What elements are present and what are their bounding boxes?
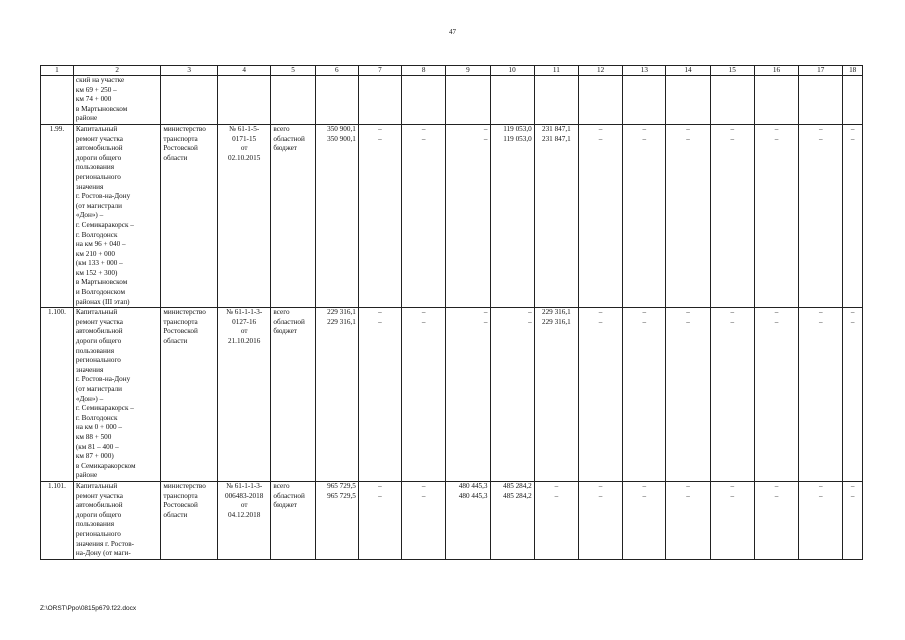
col-header: 3 xyxy=(161,66,218,76)
doc-line: 21.10.2016 xyxy=(227,337,261,346)
amount-value: – xyxy=(774,491,779,500)
continued-row xyxy=(41,76,863,125)
amount-c6 xyxy=(315,124,358,307)
amount-value: – xyxy=(378,317,382,326)
amount-value: – xyxy=(850,134,855,143)
name-line: «Дон») – xyxy=(75,394,104,403)
table-row xyxy=(41,124,863,307)
name-line: районах (III этап) xyxy=(75,297,130,306)
amount-c8 xyxy=(402,481,446,559)
amount-c6 xyxy=(315,481,358,559)
name-line: км 87 + 000) xyxy=(75,452,114,461)
amount-value: – xyxy=(642,134,647,143)
name-line: г. Семикаракорск – xyxy=(75,404,134,413)
doc-line: 006483-2018 xyxy=(224,491,264,500)
name-line: км 69 + 250 – xyxy=(75,85,117,94)
amount-c15 xyxy=(710,124,754,307)
col-header: 15 xyxy=(710,66,754,76)
name-line: автомобильной xyxy=(75,144,123,153)
col-header: 18 xyxy=(843,66,863,76)
amount-c10 xyxy=(490,124,534,307)
amount-value: 231 847,1 xyxy=(541,134,571,143)
amount-value: – xyxy=(528,308,532,317)
name-line: (км 81 – 400 – xyxy=(75,442,119,451)
col-header: 13 xyxy=(623,66,666,76)
row-number: 1.100. xyxy=(41,308,74,482)
name-line: регионального xyxy=(75,172,121,181)
amount-value: – xyxy=(554,491,559,500)
amount-value: – xyxy=(850,491,855,500)
amount-value: – xyxy=(378,308,382,317)
cell-empty xyxy=(754,76,798,125)
org-line: Ростовской xyxy=(163,327,198,336)
cell-empty xyxy=(217,76,270,125)
amount-c12 xyxy=(578,124,622,307)
amount-value: – xyxy=(598,124,603,133)
amount-value: – xyxy=(598,317,603,326)
amount-value: – xyxy=(730,317,735,326)
amount-value: – xyxy=(850,481,855,490)
cell-num xyxy=(41,76,74,125)
amount-value: 485 284,2 xyxy=(503,481,532,490)
amount-c15 xyxy=(710,308,754,482)
table-row xyxy=(41,308,863,482)
amount-value: – xyxy=(528,317,532,326)
table-row xyxy=(41,481,863,559)
doc-line: 0171-15 xyxy=(232,134,257,143)
name-line: ремонт участка xyxy=(75,491,123,500)
name-line: автомобильной xyxy=(75,501,123,510)
name-line: регионального xyxy=(75,356,121,365)
name-line: пользования xyxy=(75,163,114,172)
object-name xyxy=(73,481,160,559)
amount-c12 xyxy=(578,481,622,559)
name-line: км 74 + 000 xyxy=(75,95,112,104)
document-ref xyxy=(217,481,270,559)
doc-line: 0127-16 xyxy=(232,317,257,326)
source-label: всего xyxy=(273,481,290,490)
amount-value: – xyxy=(642,124,647,133)
amount-value: 231 847,1 xyxy=(541,124,571,133)
org-line: области xyxy=(163,510,188,519)
amount-value: – xyxy=(686,481,690,490)
amount-value: – xyxy=(378,491,382,500)
amount-c11 xyxy=(534,308,578,482)
amount-c16 xyxy=(754,308,798,482)
amount-value: – xyxy=(774,317,779,326)
source-label: областной бюджет xyxy=(273,134,305,153)
amount-value: 229 316,1 xyxy=(327,317,356,326)
amount-value: – xyxy=(598,308,603,317)
cell-empty xyxy=(799,76,843,125)
name-line: районе xyxy=(75,114,98,123)
amount-c11 xyxy=(534,481,578,559)
org-line: министерство xyxy=(163,481,206,490)
name-line: Капитальный xyxy=(75,481,118,490)
amount-value: 965 729,5 xyxy=(327,491,356,500)
source-label: всего xyxy=(273,308,290,317)
source-label: областной бюджет xyxy=(273,317,305,336)
name-line: км 210 + 000 xyxy=(75,249,115,258)
responsible-org xyxy=(161,308,218,482)
funding-source xyxy=(271,308,315,482)
amount-value: – xyxy=(730,124,735,133)
file-path-footer: Z:\ORST\Ppo\0815p679.f22.docx xyxy=(40,605,137,612)
org-line: министерство xyxy=(163,308,206,317)
name-line: значения xyxy=(75,365,104,374)
amount-value: 480 445,3 xyxy=(458,491,488,500)
name-line: на км 96 + 040 – xyxy=(75,240,126,249)
amount-value: – xyxy=(686,124,690,133)
responsible-org xyxy=(161,124,218,307)
org-line: министерство xyxy=(163,124,206,133)
name-line: регионального xyxy=(75,529,121,538)
name-line: ремонт участка xyxy=(75,134,123,143)
page-number: 47 xyxy=(449,28,456,36)
amount-c18 xyxy=(843,124,863,307)
amount-value: – xyxy=(421,491,426,500)
doc-line: № 61-1-1-3- xyxy=(226,481,263,490)
amount-c10 xyxy=(490,481,534,559)
amount-value: – xyxy=(774,481,779,490)
name-line: г. Волгодонск xyxy=(75,230,118,239)
amount-value: – xyxy=(483,124,488,133)
amount-value: – xyxy=(598,134,603,143)
name-line: км 152 + 300) xyxy=(75,268,118,277)
name-line: ремонт участка xyxy=(75,317,123,326)
name-line: значения xyxy=(75,182,104,191)
name-line: Капитальный xyxy=(75,308,118,317)
amount-c7 xyxy=(358,308,401,482)
document-ref xyxy=(217,124,270,307)
col-header: 6 xyxy=(315,66,358,76)
col-header: 5 xyxy=(271,66,315,76)
name-line: районе xyxy=(75,471,98,480)
name-line: (от магистрали xyxy=(75,201,122,210)
name-line: (от магистрали xyxy=(75,385,122,393)
amount-value: 119 053,0 xyxy=(503,134,532,143)
amount-c7 xyxy=(358,124,401,307)
amount-value: – xyxy=(818,308,823,317)
cell-empty xyxy=(623,76,666,125)
amount-c16 xyxy=(754,124,798,307)
source-label: всего xyxy=(273,124,290,133)
amount-value: – xyxy=(642,317,647,326)
col-header: 7 xyxy=(358,66,401,76)
name-line: в Мартыновском xyxy=(75,104,128,113)
row-number: 1.99. xyxy=(41,124,74,307)
amount-value: 350 900,1 xyxy=(327,124,356,133)
name-line: на км 0 + 000 – xyxy=(75,423,122,432)
doc-line: № 61-1-5- xyxy=(229,124,260,133)
amount-value: – xyxy=(818,481,823,490)
amount-value: – xyxy=(730,481,735,490)
amount-c17 xyxy=(799,308,843,482)
amount-c8 xyxy=(402,308,446,482)
col-header: 9 xyxy=(446,66,490,76)
amount-c13 xyxy=(623,481,666,559)
source-label: областной бюджет xyxy=(273,491,305,510)
amount-value: – xyxy=(730,308,735,317)
col-header: 1 xyxy=(41,66,74,76)
name-line: в Семикаракорском xyxy=(75,461,136,470)
amount-c9 xyxy=(446,124,490,307)
cell-empty xyxy=(666,76,710,125)
name-line: на-Дону (от маги- xyxy=(75,549,131,558)
amount-value: – xyxy=(598,481,603,490)
amount-value: – xyxy=(818,317,823,326)
amount-value: – xyxy=(483,308,488,317)
amount-value: 485 284,2 xyxy=(503,491,532,500)
name-line: и Волгодонском xyxy=(75,288,126,297)
row-number: 1.101. xyxy=(41,481,74,559)
name-line: (км 133 + 000 – xyxy=(75,259,123,268)
amount-c17 xyxy=(799,481,843,559)
col-header: 11 xyxy=(534,66,578,76)
amount-value: – xyxy=(850,317,855,326)
object-name xyxy=(73,124,160,307)
doc-line: от xyxy=(240,327,248,336)
amount-c13 xyxy=(623,308,666,482)
name-line: дороги общего xyxy=(75,153,122,162)
col-header: 17 xyxy=(799,66,843,76)
cell-empty xyxy=(402,76,446,125)
amount-value: – xyxy=(483,134,488,143)
amount-c16 xyxy=(754,481,798,559)
amount-value: – xyxy=(483,317,488,326)
cell-empty xyxy=(490,76,534,125)
amount-c10 xyxy=(490,308,534,482)
org-line: области xyxy=(163,337,188,346)
amount-c9 xyxy=(446,481,490,559)
amount-value: – xyxy=(774,124,779,133)
cell-empty xyxy=(161,76,218,125)
cell-empty xyxy=(843,76,863,125)
amount-c13 xyxy=(623,124,666,307)
col-header: 16 xyxy=(754,66,798,76)
amount-value: 229 316,1 xyxy=(541,308,571,317)
amount-value: – xyxy=(421,124,426,133)
doc-line: № 61-1-1-3- xyxy=(226,308,263,317)
name-line: дороги общего xyxy=(75,337,122,346)
amount-value: – xyxy=(378,124,382,133)
amount-value: – xyxy=(850,124,855,133)
col-header: 8 xyxy=(402,66,446,76)
amount-value: – xyxy=(730,134,735,143)
amount-value: – xyxy=(730,491,735,500)
amount-value: – xyxy=(598,491,603,500)
name-line: «Дон») – xyxy=(75,211,104,220)
object-name xyxy=(73,308,160,482)
name-line: г. Ростов-на-Дону xyxy=(75,375,131,384)
amount-value: – xyxy=(642,481,647,490)
org-line: Ростовской xyxy=(163,501,198,510)
amount-value: – xyxy=(421,317,426,326)
amount-value: – xyxy=(421,481,426,490)
doc-line: 04.12.2018 xyxy=(227,510,261,519)
amount-value: – xyxy=(378,134,382,143)
amount-value: – xyxy=(378,481,382,490)
amount-c14 xyxy=(666,481,710,559)
org-line: транспорта xyxy=(163,317,198,326)
amount-value: – xyxy=(642,491,647,500)
name-line: Капитальный xyxy=(75,124,118,133)
doc-line: от xyxy=(240,501,248,510)
name-line: в Мартыновском xyxy=(75,278,128,287)
amount-value: – xyxy=(818,124,823,133)
doc-line: от xyxy=(240,144,248,153)
header-row xyxy=(41,66,863,76)
amount-value: – xyxy=(686,317,690,326)
amount-value: 119 053,0 xyxy=(503,124,532,133)
amount-value: – xyxy=(774,134,779,143)
amount-c6 xyxy=(315,308,358,482)
amount-value: – xyxy=(850,308,855,317)
org-line: Ростовской xyxy=(163,144,198,153)
name-line: г. Семикаракорск – xyxy=(75,220,134,229)
budget-table xyxy=(40,65,863,560)
funding-source xyxy=(271,481,315,559)
amount-value: – xyxy=(686,308,690,317)
amount-value: 229 316,1 xyxy=(541,317,571,326)
continued-name xyxy=(73,76,160,125)
name-line: значения г. Ростов- xyxy=(75,539,135,548)
amount-c7 xyxy=(358,481,401,559)
amount-value: 965 729,5 xyxy=(327,481,356,490)
amount-c17 xyxy=(799,124,843,307)
amount-c14 xyxy=(666,124,710,307)
amount-c14 xyxy=(666,308,710,482)
amount-value: – xyxy=(421,134,426,143)
amount-value: 480 445,3 xyxy=(458,481,488,490)
amount-value: – xyxy=(774,308,779,317)
amount-value: – xyxy=(686,491,690,500)
col-header: 4 xyxy=(217,66,270,76)
amount-value: – xyxy=(642,308,647,317)
cell-empty xyxy=(358,76,401,125)
col-header: 12 xyxy=(578,66,622,76)
name-line: г. Волгодонск xyxy=(75,413,118,422)
name-line: дороги общего xyxy=(75,510,122,519)
responsible-org xyxy=(161,481,218,559)
amount-c18 xyxy=(843,308,863,482)
amount-value: – xyxy=(421,308,426,317)
cell-empty xyxy=(710,76,754,125)
name-line: г. Ростов-на-Дону xyxy=(75,192,131,201)
amount-c18 xyxy=(843,481,863,559)
cell-empty xyxy=(534,76,578,125)
doc-line: 02.10.2015 xyxy=(227,153,261,162)
col-header: 10 xyxy=(490,66,534,76)
amount-value: – xyxy=(554,481,559,490)
org-line: транспорта xyxy=(163,134,198,143)
org-line: области xyxy=(163,153,188,162)
org-line: транспорта xyxy=(163,491,198,500)
name-line: пользования xyxy=(75,346,114,355)
document-ref xyxy=(217,308,270,482)
amount-value: – xyxy=(818,491,823,500)
col-header: 14 xyxy=(666,66,710,76)
amount-c11 xyxy=(534,124,578,307)
amount-value: – xyxy=(686,134,690,143)
amount-value: 350 900,1 xyxy=(327,134,356,143)
name-line: км 88 + 500 xyxy=(75,432,112,441)
amount-c9 xyxy=(446,308,490,482)
cell-empty xyxy=(271,76,315,125)
cell-empty xyxy=(315,76,358,125)
col-header: 2 xyxy=(73,66,160,76)
cell-empty xyxy=(578,76,622,125)
name-line: ский на участке xyxy=(75,76,125,84)
amount-c15 xyxy=(710,481,754,559)
amount-c8 xyxy=(402,124,446,307)
amount-value: 229 316,1 xyxy=(327,308,356,317)
funding-source xyxy=(271,124,315,307)
amount-c12 xyxy=(578,308,622,482)
amount-value: – xyxy=(818,134,823,143)
name-line: автомобильной xyxy=(75,327,123,336)
name-line: пользования xyxy=(75,520,114,529)
cell-empty xyxy=(446,76,490,125)
